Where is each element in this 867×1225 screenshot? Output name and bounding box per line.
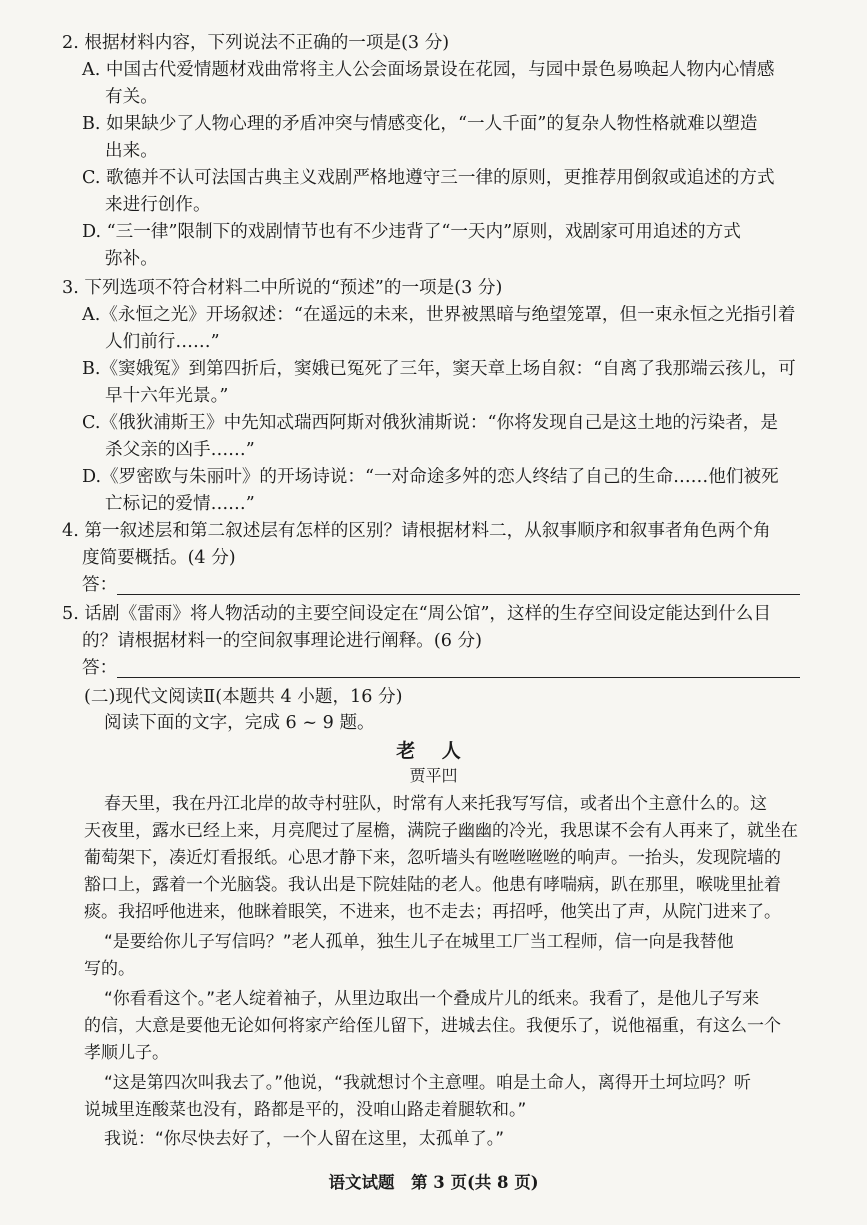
q2-option-d-line2: 弥补。 [105, 249, 158, 269]
story-title: 老 人 [396, 740, 471, 762]
q2-stem: 2. 根据材料内容，下列说法不正确的一项是(3 分) [62, 33, 450, 53]
q5-stem-line1: 5. 话剧《雷雨》将人物活动的主要空间设定在“周公馆”，这样的生存空间设定能达到什么目 [62, 604, 771, 624]
story-line-6: “是要给你儿子写信吗？”老人孤单，独生儿子在城里工厂当工程师，信一向是我替他 [104, 932, 734, 952]
q3-option-b-line1: B.《窦娥冤》到第四折后，窦娥已冤死了三年，窦天章上场自叙：“自离了我那端云孩儿，可 [82, 359, 796, 379]
q3-option-a-line1: A.《永恒之光》开场叙述：“在遥远的未来，世界被黑暗与绝望笼罩，但一束永恒之光指引着 [82, 305, 796, 325]
q4-answer-label: 答： [82, 575, 118, 595]
q3-option-c-line2: 杀父亲的凶手……” [105, 440, 255, 460]
story-line-11: “这是第四次叫我去了。”他说，“我就想讨个主意哩。咱是土命人，离得开土坷垃吗？听 [104, 1073, 751, 1093]
q3-option-b-line2: 早十六年光景。” [105, 386, 229, 406]
q4-stem-line2: 度简要概括。(4 分) [82, 548, 236, 568]
q2-option-a-line1: A. 中国古代爱情题材戏曲常将主人公会面场景设在花园，与园中景色易唤起人物内心情感 [82, 60, 775, 80]
story-line-4: 豁口上，露着一个光脑袋。我认出是下院娃陆的老人。他患有哮喘病，趴在那里，喉咙里扯着 [84, 875, 781, 895]
q3-option-a-line2: 人们前行……” [105, 332, 220, 352]
section-instruction: 阅读下面的文字，完成 6 ~ 9 题。 [104, 713, 375, 733]
story-line-13: 我说：“你尽快去好了，一个人留在这里，太孤单了。” [104, 1129, 505, 1149]
story-line-1: 春天里，我在丹江北岸的故寺村驻队，时常有人来托我写写信，或者出个主意什么的。这 [104, 794, 767, 814]
q5-answer-line[interactable] [117, 677, 800, 678]
q5-stem-line2: 的？请根据材料一的空间叙事理论进行阐释。(6 分) [82, 631, 482, 651]
story-line-3: 葡萄架下，凑近灯看报纸。心思才静下来，忽听墙头有咝咝咝咝的响声。一抬头，发现院墙的 [84, 848, 781, 868]
story-author: 贾平凹 [409, 766, 458, 785]
story-line-10: 孝顺儿子。 [84, 1043, 169, 1063]
story-line-2: 天夜里，露水已经上来，月亮爬过了屋檐，满院子幽幽的冷光，我思谋不会有人再来了，就坐在 [84, 821, 798, 841]
q2-option-c-line2: 来进行创作。 [105, 195, 211, 215]
q3-option-d-line1: D.《罗密欧与朱丽叶》的开场诗说：“一对命途多舛的恋人终结了自己的生命……他们被死 [82, 467, 779, 487]
q2-option-a-line2: 有关。 [105, 87, 158, 107]
q3-option-c-line1: C.《俄狄浦斯王》中先知忒瑞西阿斯对俄狄浦斯说：“你将发现自己是这土地的污染者，是 [82, 413, 778, 433]
page-footer: 语文试题 第 3 页(共 8 页) [328, 1173, 539, 1192]
story-line-12: 说城里连酸菜也没有，路都是平的，没咱山路走着腿软和。” [84, 1100, 527, 1120]
section-heading: (二)现代文阅读Ⅱ(本题共 4 小题，16 分) [84, 687, 403, 707]
story-line-5: 痰。我招呼他进来，他眯着眼笑，不进来，也不走去；再招呼，他笑出了声，从院门进来了。 [84, 902, 781, 922]
q3-stem: 3. 下列选项不符合材料二中所说的“预述”的一项是(3 分) [62, 278, 503, 298]
story-line-7: 写的。 [84, 959, 135, 979]
q2-option-d-line1: D. “三一律”限制下的戏剧情节也有不少违背了“一天内”原则，戏剧家可用追述的方式 [82, 222, 741, 242]
q2-option-b-line2: 出来。 [105, 141, 158, 161]
q2-option-b-line1: B. 如果缺少了人物心理的矛盾冲突与情感变化，“一人千面”的复杂人物性格就难以塑造 [82, 114, 758, 134]
story-line-8: “你看看这个。”老人绽着袖子，从里边取出一个叠成片儿的纸来。我看了，是他儿子写来 [104, 989, 760, 1009]
story-line-9: 的信，大意是要他无论如何将家产给侄儿留下，进城去住。我便乐了，说他福重，有这么一个 [84, 1016, 781, 1036]
q2-option-c-line1: C. 歌德并不认可法国古典主义戏剧严格地遵守三一律的原则，更推荐用倒叙或追述的方式 [82, 168, 775, 188]
q4-answer-line[interactable] [117, 594, 800, 595]
q4-stem-line1: 4. 第一叙述层和第二叙述层有怎样的区别？请根据材料二，从叙事顺序和叙事者角色两个角 [62, 521, 771, 541]
q5-answer-label: 答： [82, 658, 118, 678]
q3-option-d-line2: 亡标记的爱情……” [105, 494, 255, 514]
